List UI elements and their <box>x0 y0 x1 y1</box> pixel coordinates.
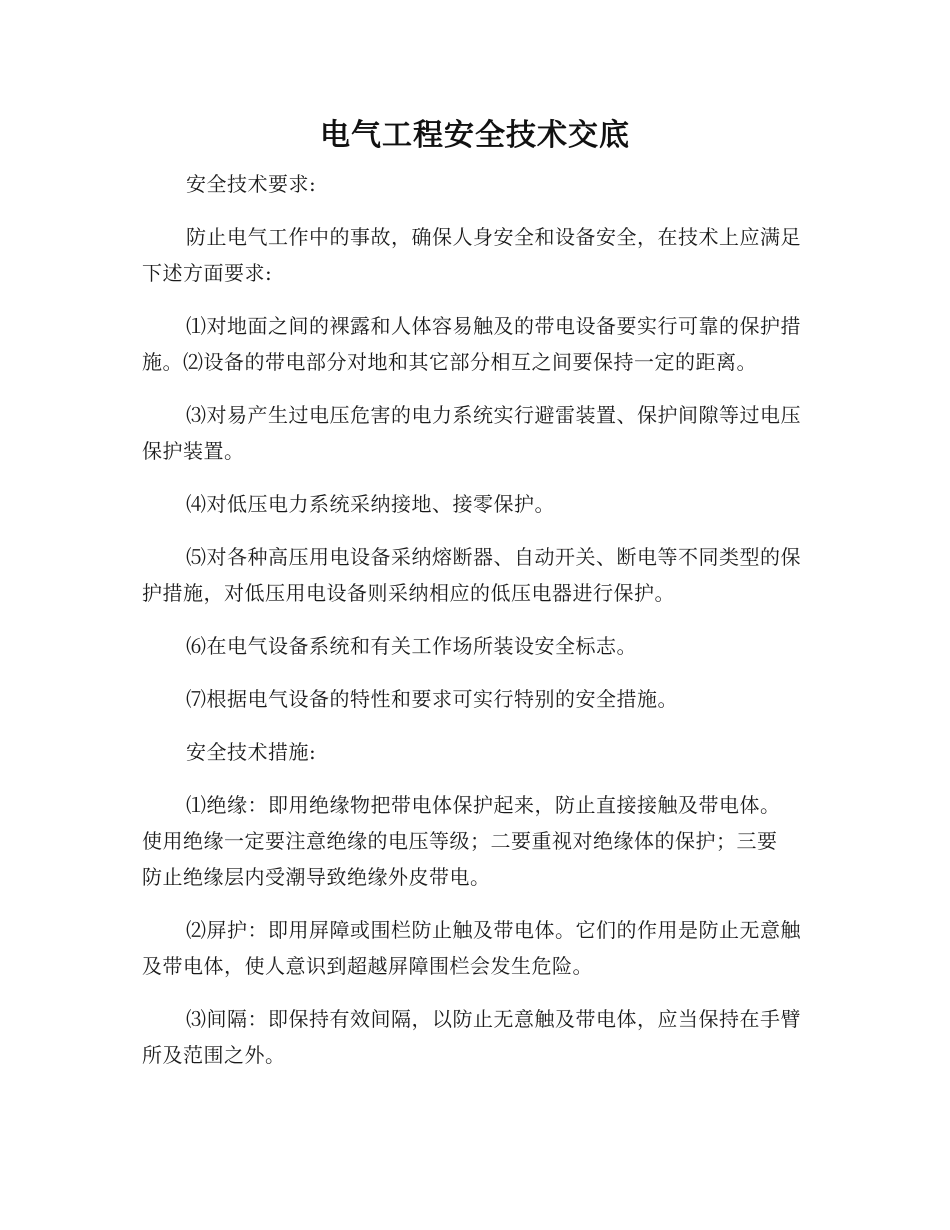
section-heading-requirements: 安全技术要求: <box>186 172 317 196</box>
paragraph-measure-insulation: ⑴绝缘：即用绝缘物把带电体保护起来，防止直接接触及带电体。使用绝缘一定要注意绝缘的电压等级；二要重视对绝缘体的保护；三要防止绝缘层内受潮导致绝缘外皮带电。 <box>142 793 781 889</box>
document-body <box>142 166 806 1090</box>
section-heading-measures: 安全技术措施: <box>186 740 317 764</box>
document-title: 电气工程安全技术交底 <box>320 118 630 153</box>
paragraph-item-3: ⑶对易产生过电压危害的电力系统实行避雷装置、保护间隙等过电压保护装置。 <box>142 403 801 463</box>
paragraph-item-1-2: ⑴对地面之间的裸露和人体容易触及的带电设备要实行可靠的保护措施。⑵设备的带电部分对地和其它部分相互之间要保持一定的距离。 <box>142 314 801 374</box>
paragraph-intro: 防止电气工作中的事故，确保人身安全和设备安全，在技术上应满足下述方面要求: <box>142 225 801 285</box>
paragraph-item-4: ⑷对低压电力系统采纳接地、接零保护。 <box>186 492 555 516</box>
paragraph-measure-distance: ⑶间隔：即保持有效间隔，以防止无意触及带电体，应当保持在手臂所及范围之外。 <box>142 1007 801 1067</box>
paragraph-item-7: ⑺根据电气设备的特性和要求可实行特别的安全措施。 <box>186 687 678 711</box>
paragraph-measure-shielding: ⑵屏护：即用屏障或围栏防止触及带电体。它们的作用是防止无意触及带电体，使人意识到超越屏障围栏会发生危险。 <box>142 918 801 978</box>
paragraph-item-5: ⑸对各种高压用电设备采纳熔断器、自动开关、断电等不同类型的保护措施，对低压用电设备则采纳相应的低压电器进行保护。 <box>142 545 801 605</box>
paragraph-item-6: ⑹在电气设备系统和有关工作场所装设安全标志。 <box>186 634 637 658</box>
